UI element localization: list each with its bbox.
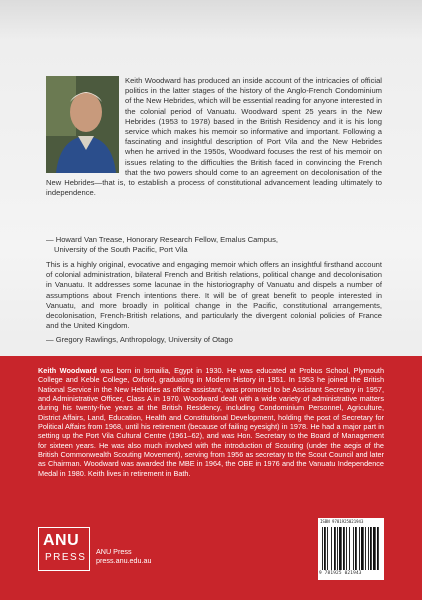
review-1-attribution-line2: University of the South Pacific, Port Vila (54, 245, 188, 255)
publisher-name: ANU Press (96, 547, 132, 556)
review-2-text: This is a highly original, evocative and engaging memoir which offers an insightful firsthand account of colonial administration, bilateral French and British relations, political change and decolonisation in Vanuatu. It addresses some lacunae in the historiography of Vanuatu and dispels a number of assumptions about French intentions there. It will be of great benefit to people interested in Vanuatu, and more broadly in political change in the Pacific, constitutional arrangements, decolonisation, French-British relations, and particularly the divergent colonial policies of France and the United Kingdom. (46, 260, 382, 331)
author-bio (38, 366, 384, 478)
author-bio-text: was born in Ismailia, Egypt in 1930. He was educated at Probus School, Plymouth College and Keble College, Oxford, graduating in Modern History in 1951. In 1953 he joined the British National Service in the New Hebrides as office assistant, was promoted to be Assistant Secretary in 1957, and Administrative Officer, Class A in 1970. Woodward dealt with a wide variety of administrative matters during his twenty-five years at the British Residency, including Condominium Personnel, Agriculture, District Affairs, Land, Education, Health and Constitutional Development, holding the post of Secretary for Political Affairs from 1968, until his retirement (because of failing eyesight) in 1978. He had a major part in setting up the Port Vila Cultural Centre (1961–62), and was Hon. Secretary to the Board of Management for sixteen years. He was also much involved with the introduction of Scouting (under the aegis of the British Commonwealth Scouting Movement), serving from 1956 as secretary to the Scout Council and later as Chairman. Woodward was awarded the MBE in 1964, the OBE in 1976 and the Vanuatu Independence Medal in 1980. Keith lives in retirement in Bath. (38, 366, 384, 478)
publisher-url[interactable]: press.anu.edu.au (96, 556, 152, 565)
logo-anu-text: ANU (43, 532, 80, 549)
publisher-info (96, 547, 152, 565)
review-1-attribution (46, 235, 382, 255)
isbn-top-text: ISBN 9781925021943 (320, 519, 364, 524)
review-1 (46, 76, 382, 198)
anu-press-logo (38, 527, 90, 571)
isbn-bottom-text: 9 781925 021943 (319, 571, 362, 576)
review-2 (46, 260, 382, 331)
logo-press-text: PRESS (45, 552, 87, 563)
author-name: Keith Woodward (38, 366, 97, 375)
review-2-attribution: — Gregory Rawlings, Anthropology, University of Otago (46, 335, 233, 344)
review-1-attribution-line1: — Howard Van Trease, Honorary Research Fellow, Emalus Campus, (46, 235, 278, 244)
review-1-text: Keith Woodward has produced an inside account of the intricacies of official politics in the latter stages of the history of the Anglo-French Condominium of the New Hebrides, which will be essential reading for anyone interested in the colonial period of Vanuatu. Woodward spent 25 years in the New Hebrides (1953 to 1978) based in the British Residency and it is his long service which makes his memoir so informative and important. Following a fascinating and insightful description of Port Vila and the New Hebrides when he arrived in the 1950s, Woodward focuses the rest of his memoir on issues relating to the difficulties the British faced in convincing the French that the two powers should come to an agreement on decolonisation of the New Hebrides—that is, to establish a process of constitutional advancement leading ultimately to independence. (46, 76, 382, 198)
barcode-bars (322, 527, 380, 570)
isbn-barcode (318, 518, 384, 580)
photo-spacer (46, 76, 125, 174)
